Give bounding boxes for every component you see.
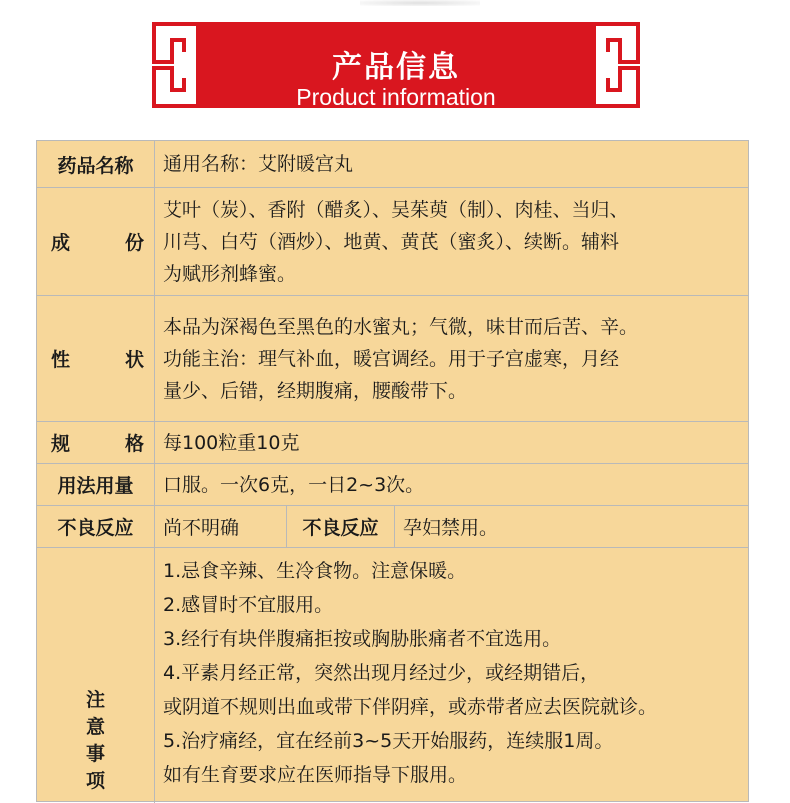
value-notes — [163, 548, 742, 803]
label-contraindication: 不良反应 — [287, 506, 395, 547]
notes-line: 3.经行有块伴腹痛拒按或胸胁胀痛者不宜选用。 — [163, 628, 562, 650]
label-spec: 规 格 — [37, 422, 155, 463]
product-info-table — [36, 140, 749, 802]
appearance-line: 量少、后错，经期腹痛，腰酸带下。 — [163, 379, 468, 402]
appearance-line: 功能主治：理气补血，暖宫调经。用于子宫虚寒，月经 — [163, 347, 620, 370]
notes-line: 4.平素月经正常，突然出现月经过少，或经期错后， — [163, 662, 600, 684]
ingredients-line: 川芎、白芍（酒炒）、地黄、黄芪（蜜炙）、续断。辅料 — [163, 230, 620, 253]
ingredients-line: 为赋形剂蜂蜜。 — [163, 262, 297, 285]
header-banner — [150, 10, 642, 122]
row-usage — [37, 463, 748, 505]
row-notes — [37, 547, 748, 803]
label-drug-name: 药品名称 — [37, 141, 155, 187]
value-adverse: 尚不明确 — [163, 506, 287, 547]
label-ingredients: 成 份 — [37, 188, 155, 295]
page-title: 产品信息 — [332, 50, 460, 85]
banner-red-box — [196, 22, 596, 108]
value-contraindication: 孕妇禁用。 — [403, 517, 499, 539]
notes-line: 如有生育要求应在医师指导下服用。 — [163, 764, 468, 786]
page-subtitle: Product information — [296, 84, 496, 110]
value-drug-name: 通用名称：艾附暖宫丸 — [163, 153, 354, 175]
row-spec — [37, 421, 748, 463]
row-drug-name — [37, 141, 748, 187]
appearance-line: 本品为深褐色至黑色的水蜜丸；气微，味甘而后苦、辛。 — [163, 315, 639, 338]
label-usage: 用法用量 — [37, 464, 155, 505]
label-appearance: 性 状 — [37, 296, 155, 421]
top-shadow — [360, 0, 480, 6]
ingredients-line: 艾叶（炭）、香附（醋炙）、吴茱萸（制）、肉桂、当归、 — [163, 198, 629, 221]
notes-line: 1.忌食辛辣、生冷食物。注意保暖。 — [163, 560, 467, 582]
notes-line: 或阴道不规则出血或带下伴阴痒，或赤带者应去医院就诊。 — [163, 696, 658, 718]
label-adverse: 不良反应 — [37, 506, 155, 547]
value-appearance — [163, 296, 742, 421]
row-appearance — [37, 295, 748, 421]
row-ingredients — [37, 187, 748, 295]
value-usage: 口服。一次6克，一日2~3次。 — [163, 473, 425, 496]
value-ingredients — [163, 188, 742, 295]
label-notes: 注 意 事 项 — [37, 548, 155, 803]
value-spec: 每100粒重10克 — [163, 431, 300, 454]
notes-line: 2.感冒时不宜服用。 — [163, 594, 334, 616]
notes-line: 5.治疗痛经，宜在经前3~5天开始服药，连续服1周。 — [163, 730, 614, 752]
row-adverse — [37, 505, 748, 547]
